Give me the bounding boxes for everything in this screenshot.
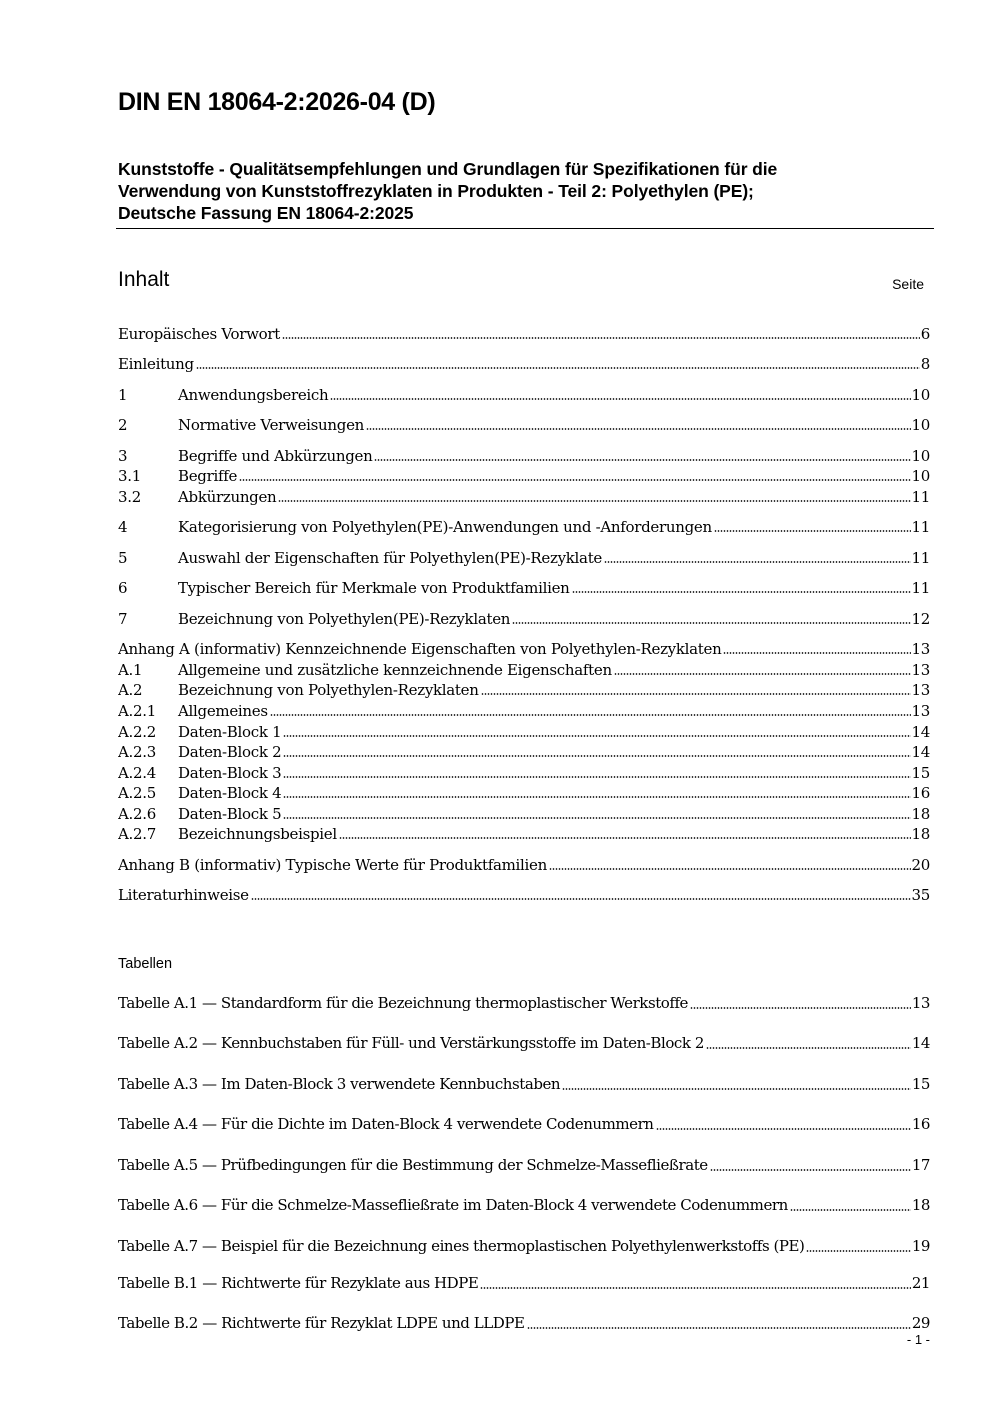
toc-entry-page: 11 [911,518,930,536]
dot-leader [283,776,910,778]
toc-entry-page: 11 [911,579,930,597]
toc-entry-title: Daten-Block 4 [178,784,282,802]
toc-entry[interactable] [118,783,930,803]
toc-entry-number: 7 [118,610,128,628]
tables-heading: Tabellen [118,956,173,972]
toc-entry-number: A.2.1 [118,702,156,720]
dot-leader [270,714,911,716]
toc-entry-title: Begriffe und Abkürzungen [178,447,373,465]
toc-entry-number: 3 [118,447,128,465]
table-entry-title: Tabelle B.2 — Richtwerte für Rezyklat LDPE und LLDPE [118,1314,525,1332]
dot-leader [283,755,910,757]
toc-entry-title: Allgemeines [178,702,268,720]
table-entry-page: 21 [911,1274,930,1292]
toc-entry[interactable] [118,487,930,507]
table-entry-title: Tabelle A.1 — Standardform für die Bezeichnung thermoplastischer Werkstoffe [118,994,688,1012]
table-entry-page: 17 [911,1156,930,1174]
toc-entry-page: 20 [911,856,930,874]
toc-entry-title: Daten-Block 1 [178,723,282,741]
toc-entry-title: Typischer Bereich für Merkmale von Produktfamilien [178,579,570,597]
toc-entry-title: Daten-Block 5 [178,805,282,823]
toc-entry-number: 5 [118,549,128,567]
document-subtitle [118,158,933,224]
toc-entry-page: 11 [911,549,930,567]
toc-entry-title: Literaturhinweise [118,886,249,904]
dot-leader [690,1007,911,1009]
table-list-entry[interactable] [118,1154,930,1176]
contents-heading: Inhalt [118,268,170,291]
dot-leader [480,1287,910,1289]
toc-entry-number: A.2.6 [118,805,156,823]
toc-entry[interactable] [118,722,930,742]
table-entry-page: 18 [911,1196,930,1214]
toc-entry[interactable] [118,548,930,568]
toc-entry-page: 18 [911,825,930,843]
table-entry-title: Tabelle B.1 — Richtwerte für Rezyklate aus HDPE [118,1274,479,1292]
toc-entry-title: Abkürzungen [178,488,277,506]
toc-entry-page: 35 [911,886,930,904]
table-entry-page: 14 [911,1034,930,1052]
toc-entry[interactable] [118,763,930,783]
dot-leader [283,817,910,819]
toc-entry-title: Daten-Block 3 [178,764,282,782]
toc-entry-page: 13 [911,702,930,720]
toc-entry[interactable] [118,609,930,629]
toc-entry-title: Allgemeine und zusätzliche kennzeichnende Eigenschaften [178,661,612,679]
dot-leader [283,735,910,737]
toc-entry-number: A.2.4 [118,764,156,782]
dot-leader [656,1128,911,1130]
table-entry-title: Tabelle A.5 — Prüfbedingungen für die Bestimmung der Schmelze-Massefließrate [118,1156,708,1174]
toc-entry-title: Anwendungsbereich [178,386,329,404]
toc-entry-number: 1 [118,386,128,404]
dot-leader [339,837,911,839]
toc-entry[interactable] [118,804,930,824]
table-list-entry[interactable] [118,1272,930,1294]
toc-entry-title: Bezeichnungsbeispiel [178,825,337,843]
toc-entry-number: 2 [118,416,128,434]
dot-leader [251,898,911,900]
dot-leader [366,428,910,430]
table-entry-title: Tabelle A.3 — Im Daten-Block 3 verwendete Kennbuchstaben [118,1075,561,1093]
toc-entry-number: A.1 [118,661,143,679]
dot-leader [710,1169,911,1171]
table-list-entry[interactable] [118,1235,930,1257]
page-column-label: Seite [892,276,924,292]
toc-entry-page: 13 [911,640,930,658]
toc-entry-number: 3.1 [118,467,141,485]
table-list-entry[interactable] [118,1312,930,1334]
table-entry-page: 15 [911,1075,930,1093]
toc-entry-page: 15 [911,764,930,782]
toc-entry-title: Kategorisierung von Polyethylen(PE)-Anwendungen und -Anforderungen [178,518,712,536]
dot-leader [806,1250,910,1252]
dot-leader [604,561,910,563]
toc-entry[interactable] [118,385,930,405]
toc-entry[interactable] [118,446,930,466]
dot-leader [282,337,920,339]
toc-entry[interactable] [118,855,930,875]
toc-entry[interactable] [118,517,930,537]
toc-entry[interactable] [118,354,930,374]
toc-entry[interactable] [118,415,930,435]
dot-leader [714,530,911,532]
subtitle-line: Kunststoffe - Qualitätsempfehlungen und Grundlagen für Spezifikationen für die [118,159,778,179]
toc-entry-page: 11 [911,488,930,506]
table-entry-title: Tabelle A.7 — Beispiel für die Bezeichnung eines thermoplastischen Polyethylenwerkstoffs (PE) [118,1237,805,1255]
table-list-entry[interactable] [118,1073,930,1095]
toc-entry[interactable] [118,660,930,680]
toc-entry-title: Europäisches Vorwort [118,325,280,343]
subtitle-line: Verwendung von Kunststoffrezyklaten in Produkten - Teil 2: Polyethylen (PE); [118,181,754,201]
dot-leader [278,500,910,502]
toc-entry[interactable] [118,701,930,721]
page-number: - 1 - [906,1332,930,1347]
toc-entry-page: 18 [911,805,930,823]
table-entry-page: 19 [911,1237,930,1255]
toc-entry[interactable] [118,742,930,762]
toc-entry-title: Anhang A (informativ) Kennzeichnende Eigenschaften von Polyethylen-Rezyklaten [118,640,722,658]
toc-entry-title: Daten-Block 2 [178,743,282,761]
table-entry-title: Tabelle A.6 — Für die Schmelze-Massefließrate im Daten-Block 4 verwendete Codenummern [118,1196,788,1214]
toc-entry-page: 10 [911,416,930,434]
toc-entry-number: 6 [118,579,128,597]
dot-leader [790,1209,911,1211]
toc-entry[interactable] [118,885,930,905]
toc-entry-page: 8 [920,355,930,373]
toc-entry-number: A.2.2 [118,723,156,741]
table-list-entry[interactable] [118,992,930,1014]
toc-entry[interactable] [118,824,930,844]
toc-entry-number: A.2.7 [118,825,156,843]
toc-entry-title: Bezeichnung von Polyethylen(PE)-Rezyklaten [178,610,511,628]
toc-entry-page: 13 [911,661,930,679]
dot-leader [196,367,920,369]
dot-leader [723,652,910,654]
toc-entry-page: 10 [911,467,930,485]
toc-entry-page: 13 [911,681,930,699]
table-entry-page: 29 [911,1314,930,1332]
subtitle-line: Deutsche Fassung EN 18064-2:2025 [118,203,414,223]
toc-entry[interactable] [118,639,930,659]
table-entry-title: Tabelle A.2 — Kennbuchstaben für Füll- und Verstärkungsstoffe im Daten-Block 2 [118,1034,704,1052]
dot-leader [330,398,910,400]
document-title: DIN EN 18064-2:2026-04 (D) [118,88,436,116]
toc-entry-page: 16 [911,784,930,802]
table-list-entry[interactable] [118,1113,930,1135]
toc-entry-page: 14 [911,723,930,741]
table-entry-page: 13 [911,994,930,1012]
toc-entry-page: 6 [920,325,930,343]
dot-leader [562,1088,911,1090]
title-divider [116,228,934,229]
toc-entry-title: Auswahl der Eigenschaften für Polyethylen(PE)-Rezyklate [178,549,603,567]
table-entry-title: Tabelle A.4 — Für die Dichte im Daten-Block 4 verwendete Codenummern [118,1115,654,1133]
dot-leader [527,1327,911,1329]
toc-entry-title: Anhang B (informativ) Typische Werte für Produktfamilien [118,856,547,874]
dot-leader [512,622,910,624]
toc-entry-title: Einleitung [118,355,194,373]
dot-leader [481,693,911,695]
dot-leader [549,868,911,870]
toc-entry-title: Bezeichnung von Polyethylen-Rezyklaten [178,681,479,699]
toc-entry-page: 12 [911,610,930,628]
toc-entry-title: Begriffe [178,467,238,485]
dot-leader [614,673,911,675]
toc-entry-title: Normative Verweisungen [178,416,365,434]
toc-entry-page: 14 [911,743,930,761]
toc-entry-page: 10 [911,447,930,465]
toc-entry-number: A.2 [118,681,143,699]
table-list-entry[interactable] [118,1194,930,1216]
toc-entry[interactable] [118,466,930,486]
toc-entry[interactable] [118,680,930,700]
dot-leader [706,1047,911,1049]
toc-entry[interactable] [118,324,930,344]
dot-leader [572,591,911,593]
toc-entry-number: 4 [118,518,128,536]
table-entry-page: 16 [911,1115,930,1133]
toc-entry-page: 10 [911,386,930,404]
dot-leader [374,459,910,461]
toc-entry[interactable] [118,578,930,598]
toc-entry-number: A.2.5 [118,784,156,802]
table-list-entry[interactable] [118,1032,930,1054]
dot-leader [283,796,910,798]
dot-leader [239,479,910,481]
toc-entry-number: A.2.3 [118,743,156,761]
toc-entry-number: 3.2 [118,488,141,506]
